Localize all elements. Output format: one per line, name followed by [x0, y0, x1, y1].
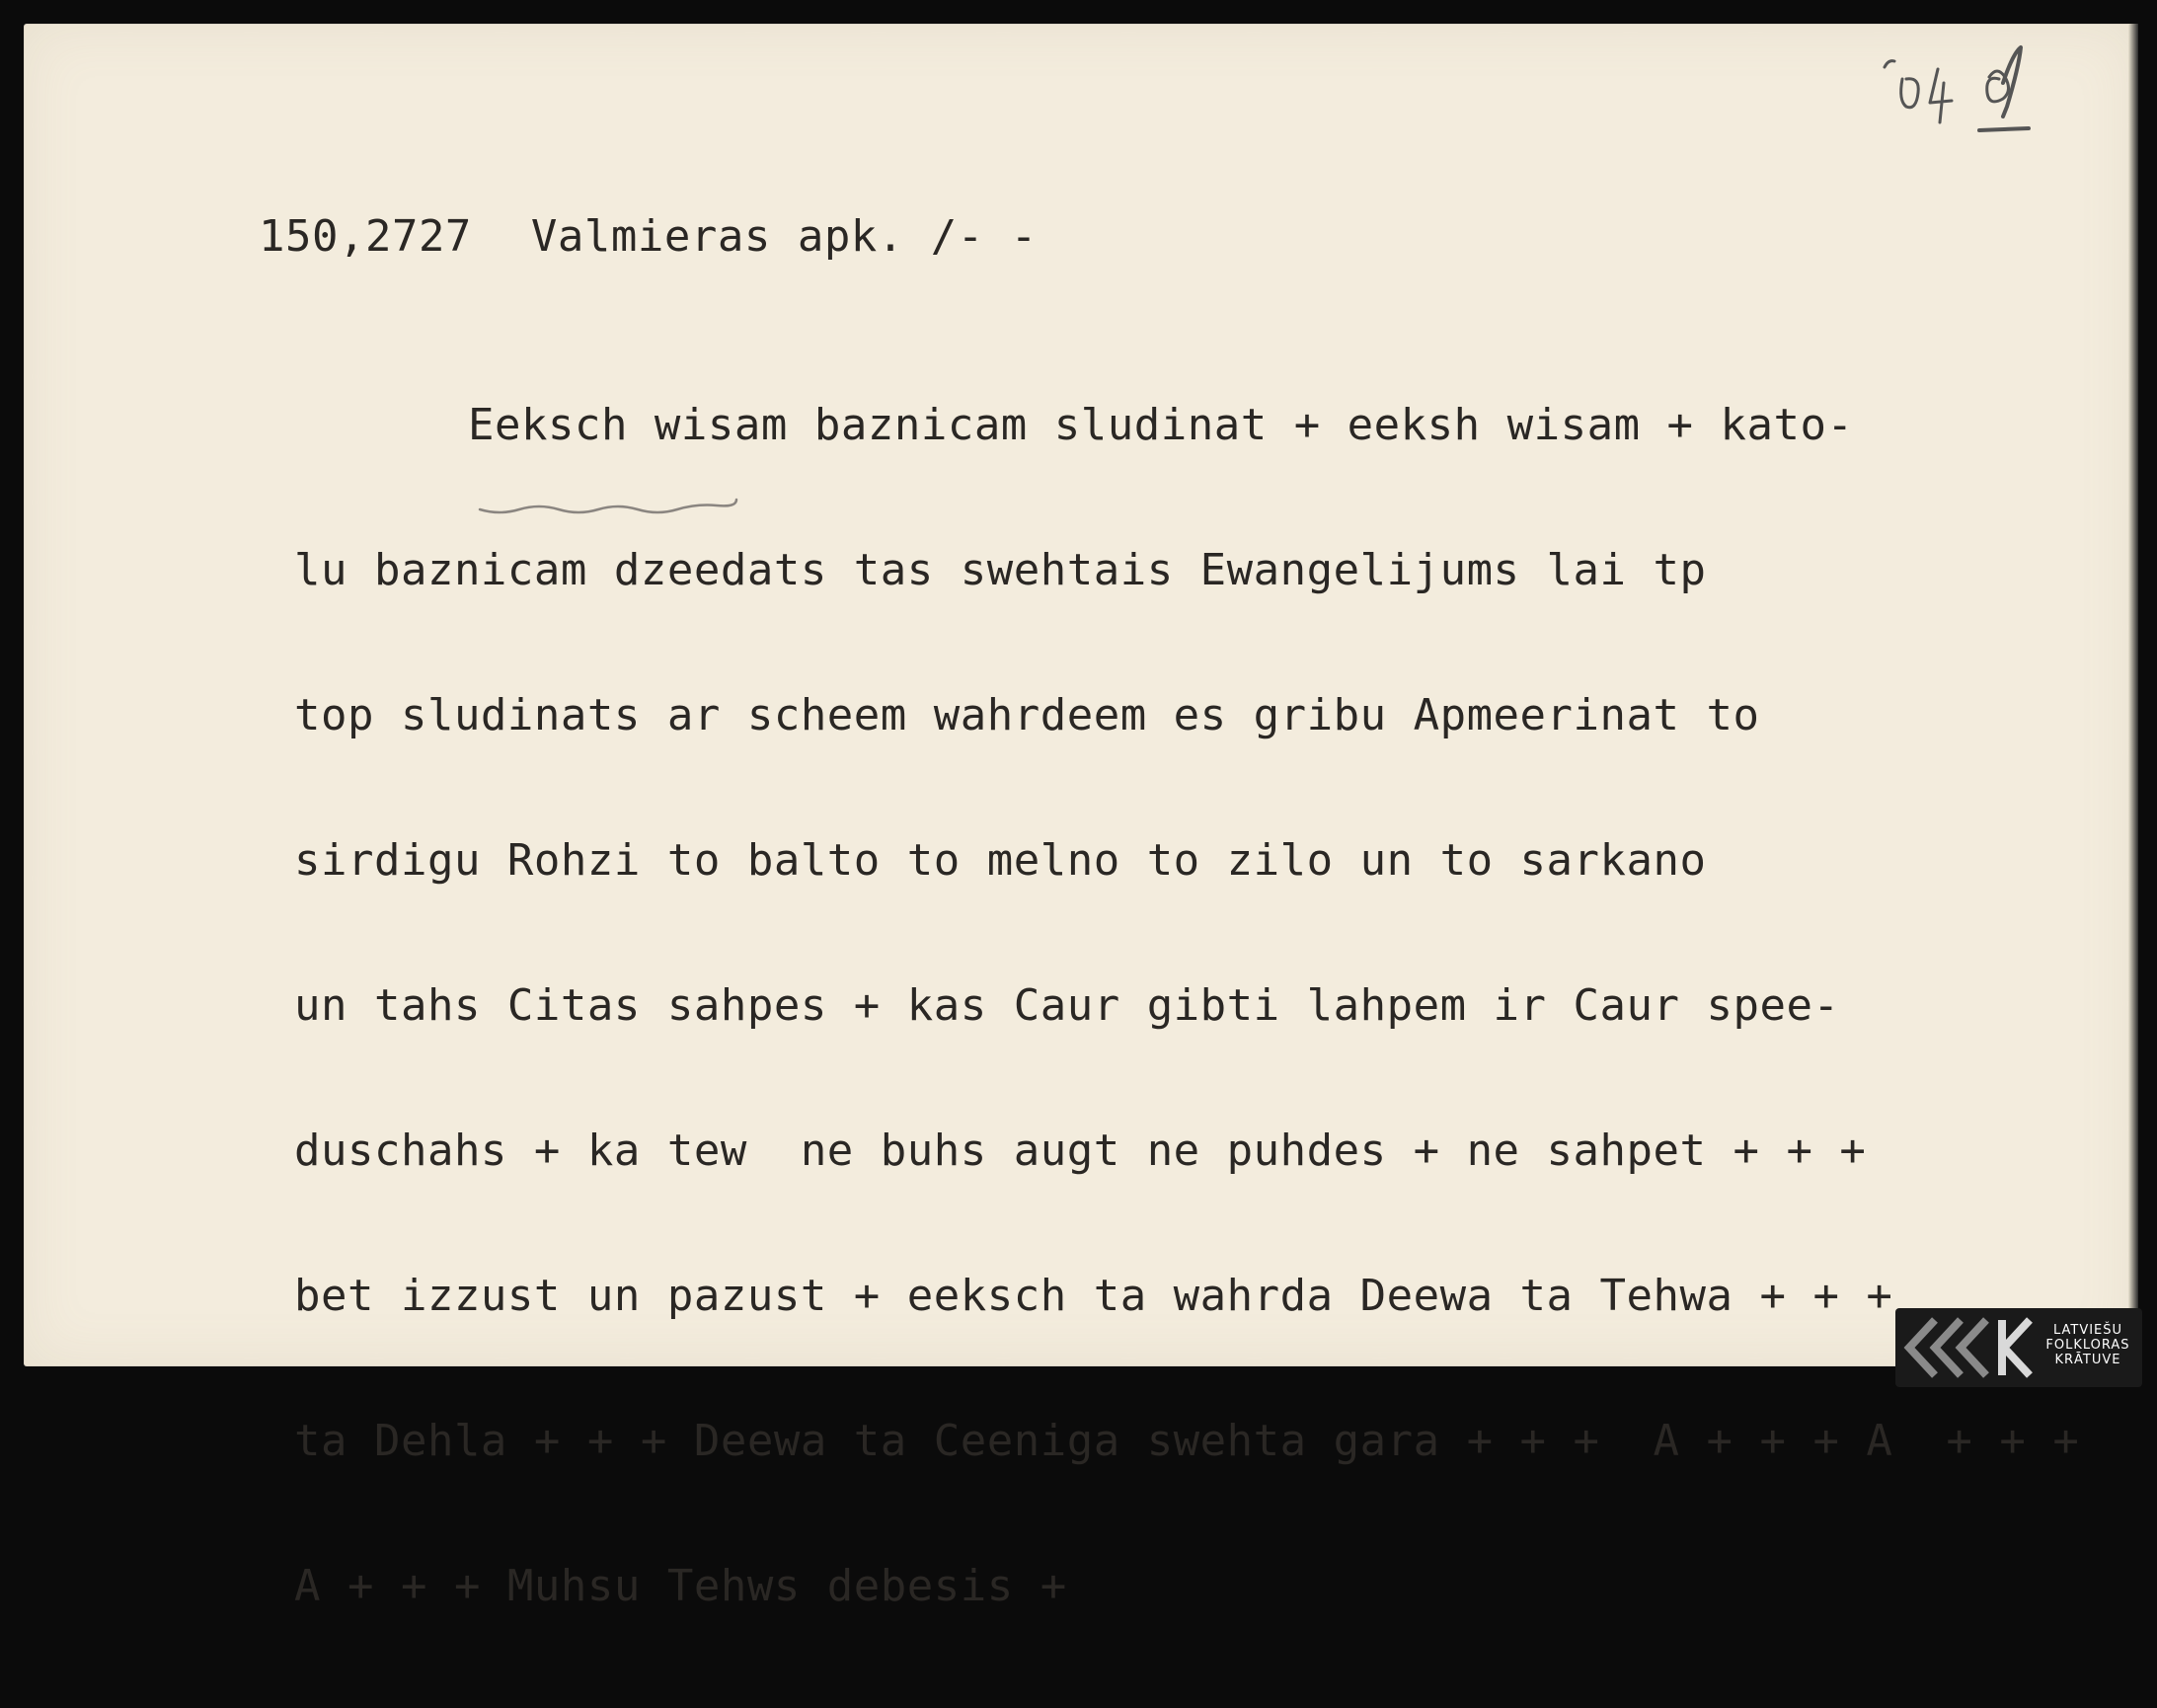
card-edge-shadow — [2128, 24, 2138, 1366]
text-line: sirdigu Rohzi to balto to melno to zilo un to sarkano — [294, 835, 1707, 886]
text-line: un tahs Citas sahpes + kas Caur gibti lahpem ir Caur spee- — [294, 980, 1840, 1031]
text-line: top sludinats ar scheem wahrdeem es gribu Apmeerinat to — [294, 690, 1760, 740]
pencil-corner-note — [1881, 39, 2068, 148]
text-line: lu baznicam dzeedats tas swehtais Ewangelijums lai tp — [294, 545, 1707, 595]
logo-text-line: FOLKLORAS — [2045, 1338, 2130, 1353]
text-line: bet izzust un pazust + eeksch ta wahrda Deewa ta Tehwa + + + — [294, 1271, 1893, 1321]
text-line: Eeksch wisam baznicam sludinat + eeksh wisam + kato- — [468, 400, 1854, 450]
logo-text-line: KRĀTUVE — [2054, 1353, 2121, 1367]
logo-text-line: LATVIEŠU — [2052, 1323, 2123, 1338]
text-line: ta Dehla + + + Deewa ta Ceeniga swehta gara + + + A + + + A + + + — [294, 1416, 2080, 1466]
text-line: duschahs + ka tew ne buhs augt ne puhdes + ne sahpet + + + — [294, 1126, 1867, 1176]
charm-text-body — [294, 304, 2079, 1707]
text-line: A + + + Muhsu Tehws debesis + — [294, 1561, 1067, 1611]
place-of-collection: Valmieras apk. /- - — [530, 211, 1038, 262]
card-header — [259, 211, 1038, 262]
folklore-archive-logo-text — [2034, 1323, 2142, 1367]
archive-reference-number: 150,2727 — [259, 211, 472, 262]
